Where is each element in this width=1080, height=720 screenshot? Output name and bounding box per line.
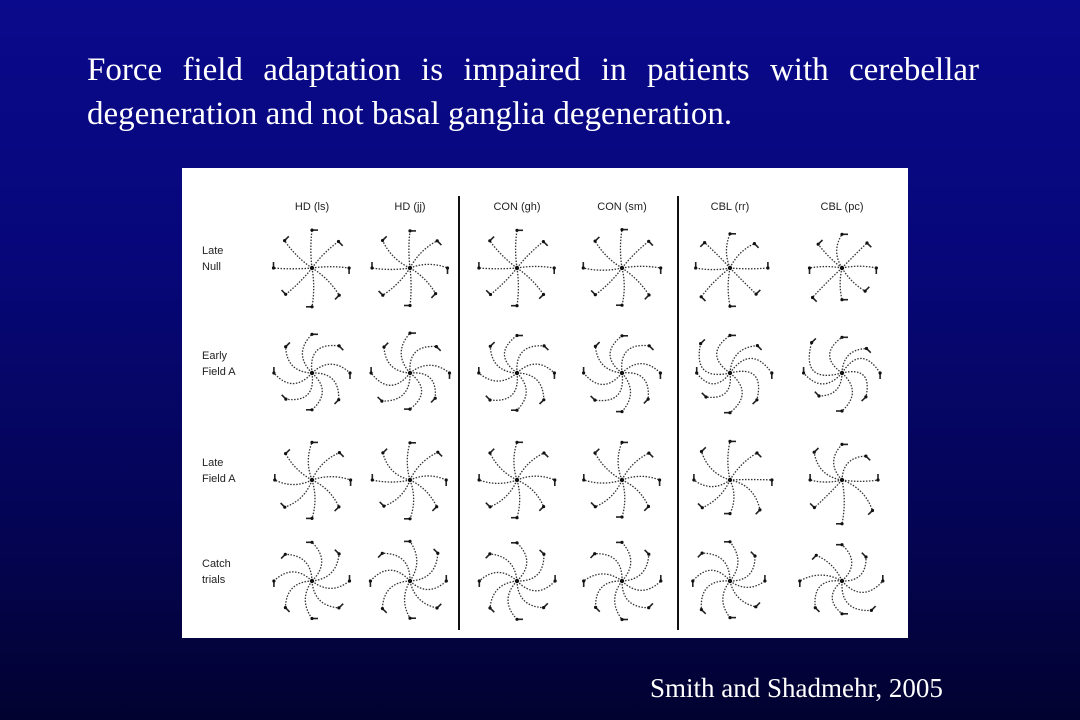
column-header: CON (sm) [597, 201, 647, 213]
row-label: Late [202, 245, 224, 257]
reach-trajectory-plot [582, 228, 663, 307]
column-header: HD (ls) [294, 201, 330, 213]
column-header: CBL (rr) [710, 201, 750, 213]
reach-trajectory-plot [691, 540, 766, 619]
reach-trajectory-plot [371, 441, 448, 520]
reach-trajectory-plot [477, 334, 556, 412]
row-label: Catch [202, 558, 231, 570]
citation: Smith and Shadmehr, 2005 [650, 673, 943, 703]
reach-trajectory-plot [808, 233, 878, 302]
reach-trajectory-plot [582, 441, 661, 519]
reach-trajectory-plot [798, 543, 884, 615]
reach-trajectory-plot [809, 443, 880, 526]
reach-trajectory-plot [582, 334, 662, 413]
reach-trajectory-plot [370, 229, 449, 307]
column-header: CON (gh) [493, 201, 541, 213]
column-header: HD (jj) [394, 201, 426, 213]
reach-trajectory-plot [272, 541, 351, 620]
title-line-2: degeneration and not basal ganglia degeneration. [87, 96, 733, 132]
trajectory-figure-svg [182, 168, 908, 638]
trajectory-figure [182, 168, 908, 638]
reach-trajectory-plot [272, 333, 351, 412]
reach-trajectory-plot [477, 229, 556, 308]
row-label: Field A [202, 366, 236, 378]
row-label: Field A [202, 473, 236, 485]
row-label: Null [202, 261, 221, 273]
reach-trajectory-plot [694, 232, 769, 308]
row-label: trials [202, 574, 226, 586]
row-label: Early [202, 350, 228, 362]
row-label: Late [202, 457, 224, 469]
reach-trajectory-plot [272, 229, 351, 309]
reach-trajectory-plot [273, 441, 352, 520]
reach-trajectory-plot [692, 440, 773, 515]
reach-trajectory-plot [695, 334, 773, 415]
slide-title [87, 48, 979, 136]
reach-trajectory-plot [802, 336, 882, 413]
reach-trajectory-plot [370, 332, 452, 411]
title-line-1: Force field adaptation is impaired in patients with cerebellar [87, 52, 979, 88]
reach-trajectory-plot [478, 541, 557, 621]
reach-trajectory-plot [582, 541, 662, 621]
column-header: CBL (pc) [820, 201, 864, 213]
reach-trajectory-plot [478, 441, 557, 520]
reach-trajectory-plot [369, 540, 448, 620]
